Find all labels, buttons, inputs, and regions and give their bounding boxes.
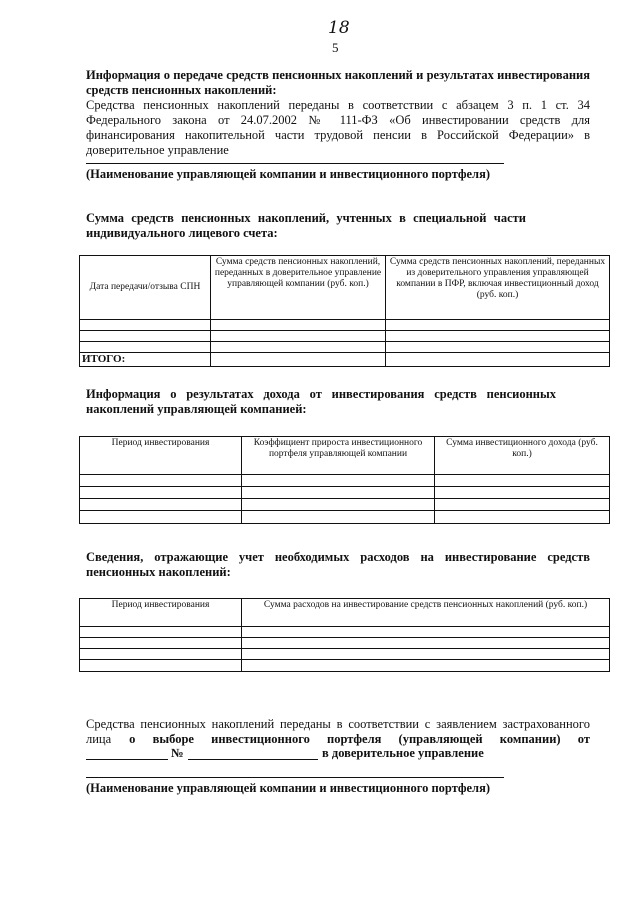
column-header-period: Период инвестирования [80, 599, 242, 627]
management-company-caption-1: (Наименование управляющей компании и инвестиционного портфеля) [86, 167, 490, 181]
column-header-returned: Сумма средств пенсионных накоплений, переданных из доверительного управления управляющей компании в ПФР, включая инвестиционный доход (руб. коп.) [386, 256, 610, 320]
table-row [80, 320, 610, 331]
section5-text-line2 [86, 732, 590, 747]
table-header-row [80, 437, 610, 475]
investment-expenses-table [79, 598, 610, 672]
total-label: ИТОГО: [80, 353, 211, 367]
total-row [80, 353, 610, 367]
section2-heading: Сумма средств пенсионных накоплений, учтенных в специальной части индивидуального лицевого счета: [86, 211, 526, 240]
management-company-caption-2: (Наименование управляющей компании и инвестиционного портфеля) [86, 781, 490, 795]
trust-text: в доверительное управление [322, 746, 484, 760]
table-row [80, 499, 610, 511]
page-number: 5 [332, 40, 339, 55]
table-row [80, 649, 610, 660]
table-row [80, 342, 610, 353]
table-row [80, 331, 610, 342]
column-header-growth-coefficient: Коэффициент прироста инвестиционного портфеля управляющей компании [242, 437, 435, 475]
section1-text: Средства пенсионных накоплений переданы в соответствии с абзацем 3 п. 1 ст. 34 Федерального закона от 24.07.2002 № 111-ФЗ «Об инвестировании средств для финансирования накопительной части трудовой пенсии в Российской Федерации» в доверительное управление [86, 98, 590, 157]
section5-line2-prefix: лица [86, 732, 112, 746]
number-blank [188, 759, 318, 760]
table-row [80, 627, 610, 638]
date-blank [86, 759, 168, 760]
section5-text-line1: Средства пенсионных накоплений переданы в соответствии с заявлением застрахованного [86, 717, 590, 731]
column-header-date: Дата передачи/отзыва СПН [80, 256, 211, 320]
section5-signature-line [86, 746, 590, 762]
column-header-income: Сумма инвестиционного дохода (руб. коп.) [435, 437, 610, 475]
management-company-line-1 [86, 163, 504, 164]
table-row [80, 475, 610, 487]
section3-heading: Информация о результатах дохода от инвестирования средств пенсионных накоплений управляющей компанией: [86, 387, 556, 416]
spn-transfer-table [79, 255, 610, 367]
table-header-row [80, 599, 610, 627]
table-row [80, 638, 610, 649]
handwritten-page-mark: 18 [328, 18, 350, 38]
number-sign: № [171, 746, 184, 760]
section4-heading: Сведения, отражающие учет необходимых расходов на инвестирование средств пенсионных накоплений: [86, 550, 590, 579]
table-row [80, 660, 610, 672]
table-header-row [80, 256, 610, 320]
section5-line2-bold: о выборе инвестиционного портфеля (управляющей компании) от [129, 732, 590, 746]
investment-income-table [79, 436, 610, 524]
table-row [80, 487, 610, 499]
table-row [80, 511, 610, 524]
column-header-expenses: Сумма расходов на инвестирование средств пенсионных накоплений (руб. коп.) [242, 599, 610, 627]
section1-heading: Информация о передаче средств пенсионных накоплений и результатах инвестирования средств пенсионных накоплений: [86, 68, 590, 97]
column-header-period: Период инвестирования [80, 437, 242, 475]
column-header-transferred: Сумма средств пенсионных накоплений, переданных в доверительное управление управляющей компании (руб. коп.) [211, 256, 386, 320]
management-company-line-2 [86, 777, 504, 778]
